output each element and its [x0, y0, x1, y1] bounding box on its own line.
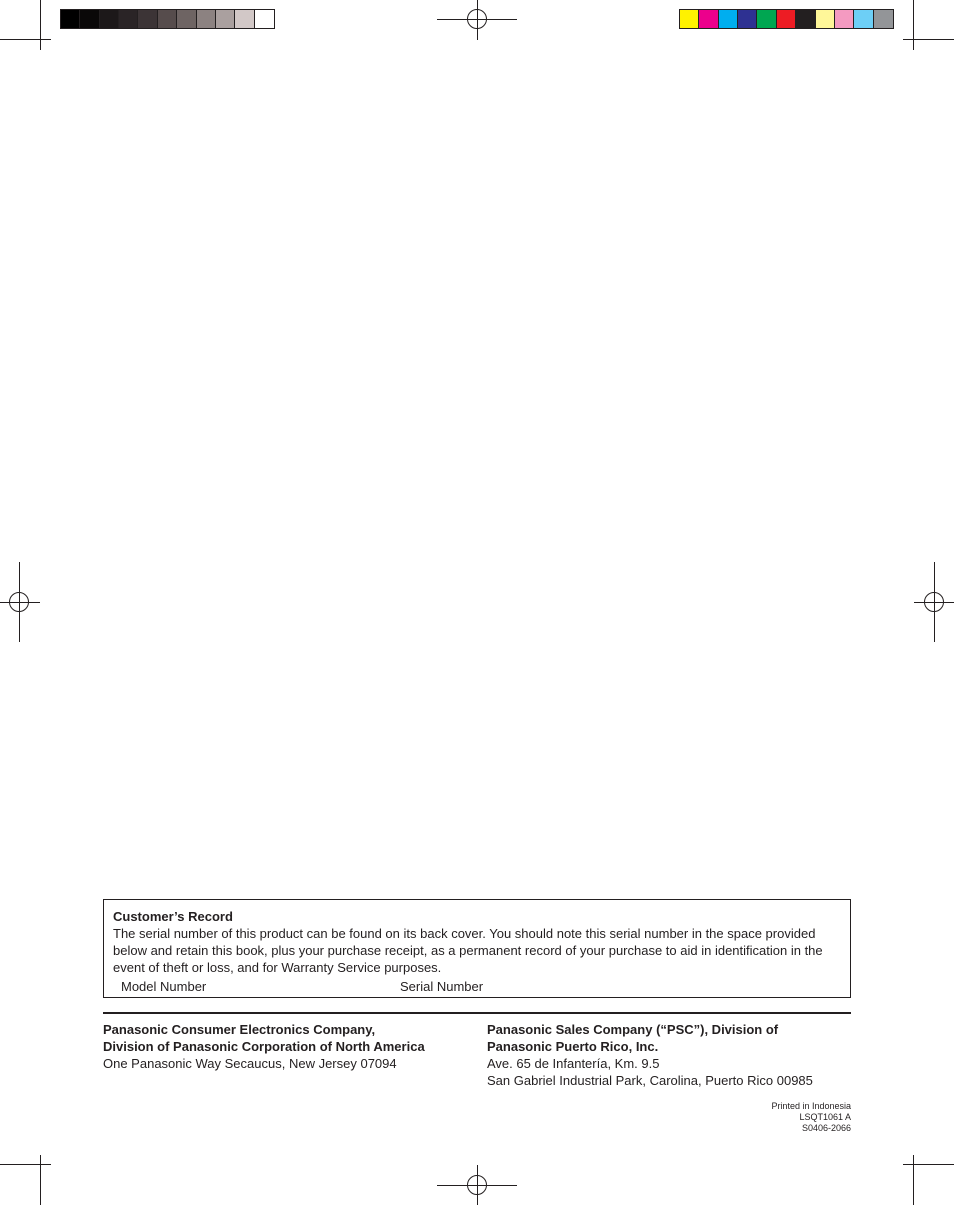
- crop-mark-tl-v: [40, 0, 41, 50]
- grayscale-swatch-4: [119, 10, 138, 28]
- process-swatch-1: [680, 10, 699, 28]
- grayscale-swatch-1: [61, 10, 80, 28]
- process-swatch-6: [777, 10, 796, 28]
- crop-mark-tr-h: [903, 39, 954, 40]
- company-right-address-1: Ave. 65 de Infantería, Km. 9.5: [487, 1056, 660, 1071]
- product-code: LSQT1061 A: [799, 1112, 851, 1122]
- grayscale-swatch-8: [197, 10, 216, 28]
- company-left-name-2: Division of Panasonic Corporation of North America: [103, 1039, 425, 1054]
- registration-mark-right: [914, 562, 954, 642]
- model-number-label: Model Number: [121, 979, 207, 994]
- grayscale-swatch-10: [235, 10, 254, 28]
- process-swatch-2: [699, 10, 718, 28]
- grayscale-color-bar: [60, 9, 275, 29]
- grayscale-swatch-7: [177, 10, 196, 28]
- company-left-address-1: One Panasonic Way Secaucus, New Jersey 07094: [103, 1056, 397, 1071]
- process-swatch-5: [757, 10, 776, 28]
- crop-mark-tr-v: [913, 0, 914, 50]
- process-swatch-3: [719, 10, 738, 28]
- company-right-address: [487, 1021, 813, 1089]
- footer-divider: [103, 1012, 851, 1014]
- process-swatch-10: [854, 10, 873, 28]
- process-swatch-7: [796, 10, 815, 28]
- grayscale-swatch-9: [216, 10, 235, 28]
- crop-mark-tl-h: [0, 39, 51, 40]
- company-right-address-2: San Gabriel Industrial Park, Carolina, Puerto Rico 00985: [487, 1073, 813, 1088]
- printed-in-text: Printed in Indonesia: [771, 1101, 851, 1111]
- crop-mark-bl-h: [0, 1164, 51, 1165]
- registration-mark-top: [437, 0, 517, 40]
- process-swatch-11: [874, 10, 893, 28]
- process-swatch-4: [738, 10, 757, 28]
- company-left-address: [103, 1021, 425, 1072]
- company-right-name-2: Panasonic Puerto Rico, Inc.: [487, 1039, 659, 1054]
- company-right-name-1: Panasonic Sales Company (“PSC”), Division of: [487, 1022, 779, 1037]
- grayscale-swatch-2: [80, 10, 99, 28]
- customer-record-title: Customer’s Record: [113, 909, 233, 924]
- crop-mark-br-v: [913, 1155, 914, 1205]
- customer-record-body: The serial number of this product can be found on its back cover. You should note this serial number in the space provided below and retain this book, plus your purchase receipt, as a permanent record of your purchase to aid in identification in the event of theft or loss, and for Warranty Service purposes.: [113, 926, 823, 975]
- registration-mark-left: [0, 562, 40, 642]
- record-fields: [113, 978, 841, 995]
- print-code: S0406-2066: [801, 1123, 851, 1133]
- company-left-name-1: Panasonic Consumer Electronics Company,: [103, 1022, 376, 1037]
- process-color-bar: [679, 9, 894, 29]
- grayscale-swatch-6: [158, 10, 177, 28]
- crop-mark-br-h: [903, 1164, 954, 1165]
- crop-mark-bl-v: [40, 1155, 41, 1205]
- registration-mark-bottom: [437, 1165, 517, 1205]
- grayscale-swatch-11: [255, 10, 274, 28]
- print-info: [771, 1101, 851, 1134]
- process-swatch-9: [835, 10, 854, 28]
- grayscale-swatch-5: [138, 10, 157, 28]
- grayscale-swatch-3: [100, 10, 119, 28]
- serial-number-label: Serial Number: [400, 979, 484, 994]
- process-swatch-8: [816, 10, 835, 28]
- customer-record-box: [103, 899, 851, 998]
